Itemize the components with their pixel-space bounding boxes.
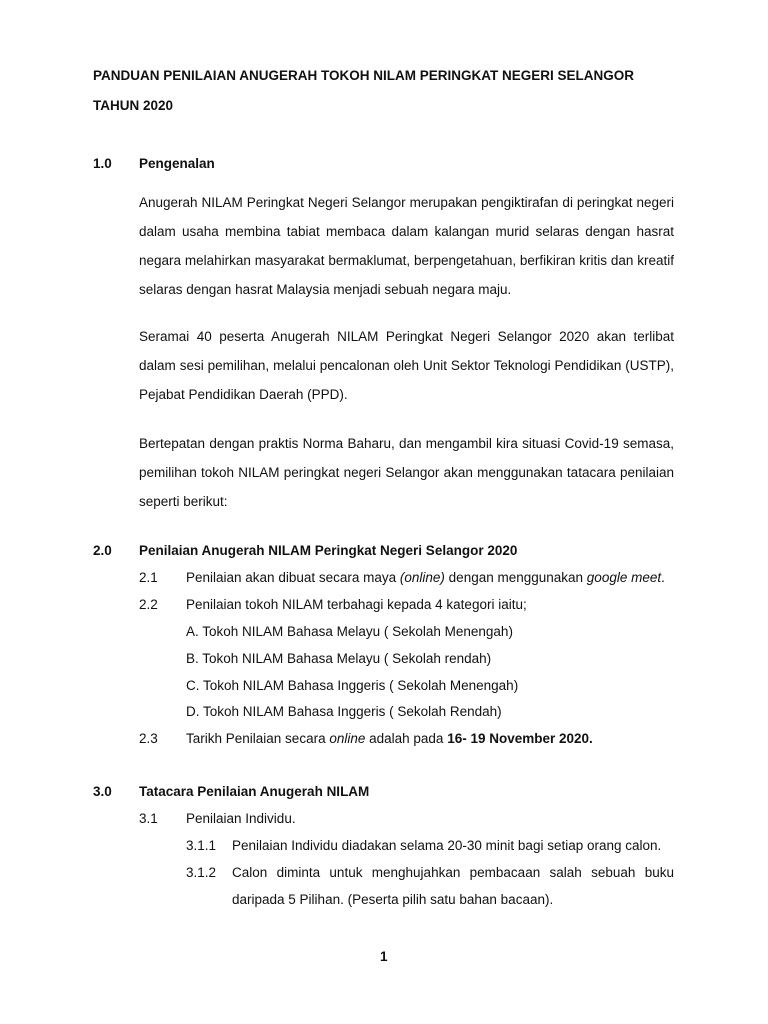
category-list-item: D. Tokoh NILAM Bahasa Inggeris ( Sekolah Rendah) <box>186 704 502 719</box>
section-1-paragraph-1: Anugerah NILAM Peringkat Negeri Selangor merupakan pengiktirafan di peringkat negeri dalam usaha membina tabiat membaca dalam kalangan murid selaras dengan hasrat negara melahirkan masyarakat bermaklumat, berpengetahuan, berfikiran kritis dan kreatif selaras dengan hasrat Malaysia menjadi sebuah negara maju. <box>139 195 674 297</box>
section-3-heading: Tatacara Penilaian Anugerah NILAM <box>139 784 370 799</box>
item-3-1-2-number: 3.1.2 <box>186 865 217 880</box>
section-2-number: 2.0 <box>93 543 112 558</box>
section-1-heading: Pengenalan <box>139 156 215 171</box>
item-2-1-online-italic: (online) <box>399 570 445 585</box>
document-title-line1: PANDUAN PENILAIAN ANUGERAH TOKOH NILAM PERINGKAT NEGERI SELANGOR <box>93 68 635 83</box>
item-2-1-text-part: dengan menggunakan <box>444 570 587 585</box>
item-2-1-google-meet-italic: google meet <box>586 570 662 585</box>
item-2-3-online-italic: online <box>329 731 366 746</box>
item-2-1-number: 2.1 <box>139 570 158 585</box>
item-3-1-1-text: Penilaian Individu diadakan selama 20-30 minit bagi setiap orang calon. <box>232 838 662 853</box>
section-1-paragraph-2: Seramai 40 peserta Anugerah NILAM Peringkat Negeri Selangor 2020 akan terlibat dalam sesi pemilihan, melalui pencalonan oleh Unit Sektor Teknologi Pendidikan (USTP), Pejabat Pendidikan Daerah (PPD). <box>139 329 674 402</box>
section-1-number: 1.0 <box>93 156 112 171</box>
item-2-3-date-bold: 16- 19 November 2020. <box>447 731 593 746</box>
item-2-2-number: 2.2 <box>139 597 158 612</box>
page-number: 1 <box>380 949 388 964</box>
category-list-item: C. Tokoh NILAM Bahasa Inggeris ( Sekolah Menengah) <box>186 678 519 693</box>
section-1-paragraph-3: Bertepatan dengan praktis Norma Baharu, dan mengambil kira situasi Covid-19 semasa, pemilihan tokoh NILAM peringkat negeri Selangor akan menggunakan tatacara penilaian seperti berikut: <box>139 436 674 509</box>
item-2-1-text-part: . <box>661 570 665 585</box>
item-2-1-text <box>186 570 665 585</box>
section-2-heading: Penilaian Anugerah NILAM Peringkat Negeri Selangor 2020 <box>139 543 518 558</box>
category-list-item: B. Tokoh NILAM Bahasa Melayu ( Sekolah rendah) <box>186 651 492 666</box>
item-2-3-text-part: adalah pada <box>365 731 448 746</box>
item-2-3-number: 2.3 <box>139 731 158 746</box>
item-2-3-text-part: Tarikh Penilaian secara <box>186 731 330 746</box>
document-title-line2: TAHUN 2020 <box>93 98 174 113</box>
item-3-1-2-text: Calon diminta untuk menghujahkan pembacaan salah sebuah buku daripada 5 Pilihan. (Peserta pilih satu bahan bacaan). <box>232 865 674 907</box>
item-2-3-text <box>186 731 593 746</box>
item-3-1-text: Penilaian Individu. <box>186 811 296 826</box>
category-list-item: A. Tokoh NILAM Bahasa Melayu ( Sekolah Menengah) <box>186 624 513 639</box>
item-2-1-text-part: Penilaian akan dibuat secara maya <box>186 570 400 585</box>
item-3-1-1-number: 3.1.1 <box>186 838 217 853</box>
item-3-1-number: 3.1 <box>139 811 158 826</box>
item-2-2-text: Penilaian tokoh NILAM terbahagi kepada 4 kategori iaitu; <box>186 597 527 612</box>
section-3-number: 3.0 <box>93 784 112 799</box>
